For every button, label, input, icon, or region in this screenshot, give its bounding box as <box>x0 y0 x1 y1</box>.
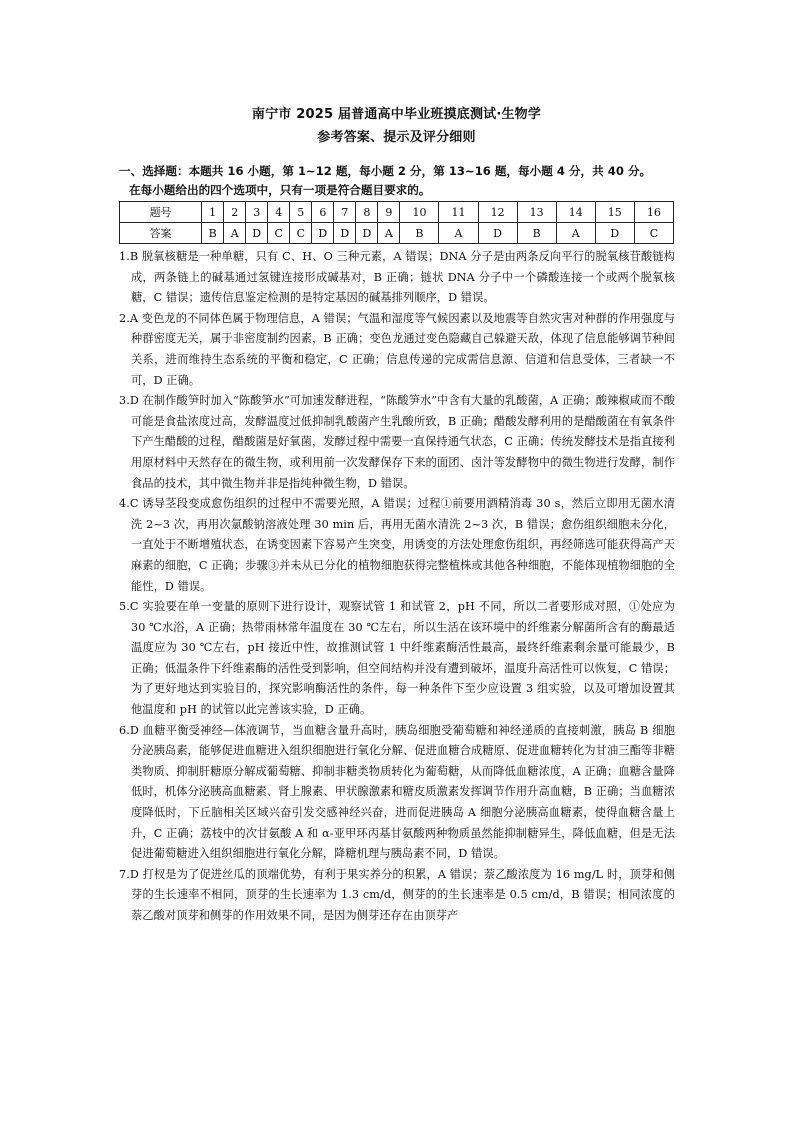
answer-cell: D <box>478 223 517 244</box>
explanation-item: 5.C 实验要在单一变量的原则下进行设计，观察试管 1 和试管 2，pH 不同，所以二者要形成对照，①处应为 30 ℃水浴，A 正确；热带雨林常年温度在 30 ℃左右，所以生活在该环境中的纤维素分解菌所含有的酶最适温度应为 30 ℃左右，pH 接近中性，故推测试管 1 中纤维素酶活性最高，最终纤维素剩余量可能最少，B 正确；低温条件下纤维素酶的活性受到影响，但空间结构并没有遭到破坏，温度升高活性可以恢复，C 错误；为了更好地达到实验目的，探究影响酶活性的条件，每一种条件下至少应设置 3 组实验，以及可增加设置其他温度和 pH 的试管以此完善该实验，D 正确。 <box>119 600 675 717</box>
answer-cell: B <box>400 223 439 244</box>
explanation-item: 6.D 血糖平衡受神经—体液调节，当血糖含量升高时，胰岛细胞受葡萄糖和神经递质的直接刺激，胰岛 B 细胞分泌胰岛素，能够促进血糖进入组织细胞进行氧化分解、促进血糖合成糖原、促进血糖转化为甘油三酯等非糖类物质、抑制肝糖原分解成葡萄糖、抑制非糖类物质转化为葡萄糖，从而降低血糖浓度，A 正确；血糖含量降低时，机体分泌胰高血糖素、肾上腺素、甲状腺激素和糖皮质激素发挥调节作用升高血糖，B 正确；当血糖浓度降低时，下丘脑相关区域兴奋引发交感神经兴奋，进而促进胰岛 A 细胞分泌胰高血糖素，使得血糖含量上升，C 正确；荔枝中的次甘氨酸 A 和 α-亚甲环丙基甘氨酸两种物质虽然能抑制糖异生，降低血糖，但是无法促进葡萄糖进入组织细胞进行氧化分解，降糖机理与胰岛素不同，D 错误。 <box>119 723 675 861</box>
explanation-item: 3.D 在制作酸笋时加入“陈酸笋水”可加速发酵进程，“陈酸笋水”中含有大量的乳酸菌，A 正确；酸辣椒咸而不酸可能是食盐浓度过高，发酵温度过低抑制乳酸菌产生乳酸所致，B 正确；醋酸发酵利用的是醋酸菌在有氧条件下产生醋酸的过程，醋酸菌是好氧菌，发酵过程中需要一直保持通气状态，C 正确；传统发酵技术是指直接利用原材料中天然存在的微生物，或利用前一次发酵保存下来的面团、卤汁等发酵物中的微生物进行发酵，制作食品的技术，其中微生物并非是指纯种微生物，D 错误。 <box>119 394 675 490</box>
question-number-cell: 13 <box>517 202 556 223</box>
question-number-row <box>120 202 674 223</box>
question-number-cell: 5 <box>290 202 312 223</box>
answer-cell: D <box>356 223 378 244</box>
document-subtitle: 参考答案、提示及评分细则 <box>317 130 476 145</box>
explanation-item: 7.D 打杈是为了促进丝瓜的顶端优势，有利于果实养分的积累，A 错误；萘乙酸浓度为 16 mg/L 时，顶芽和侧芽的生长速率不相同，顶芽的生长速率为 1.3 cm/d，侧芽的的生长速率是 0.5 cm/d，B 错误；相同浓度的萘乙酸对顶芽和侧芽的作用效果不同，是因为侧芽还存在由顶芽产 <box>119 867 675 922</box>
explanation-list <box>119 247 675 927</box>
question-number-cell: 10 <box>400 202 439 223</box>
answer-table <box>119 201 674 244</box>
question-number-cell: 11 <box>439 202 478 223</box>
question-number-cell: 1 <box>202 202 224 223</box>
answer-label: 答案 <box>120 223 202 244</box>
answer-cell: B <box>202 223 224 244</box>
question-number-cell: 9 <box>378 202 400 223</box>
section-instruction: 在每小题给出的四个选项中，只有一项是符合题目要求的。 <box>129 183 431 197</box>
answer-cell: D <box>334 223 356 244</box>
question-number-cell: 3 <box>246 202 268 223</box>
question-number-cell: 14 <box>556 202 595 223</box>
document-title: 南宁市 2025 届普通高中毕业班摸底测试·生物学 <box>251 107 542 122</box>
explanation-item: 2.A 变色龙的不同体色属于物理信息，A 错误；气温和湿度等气候因素以及地震等自然灾害对种群的作用强度与种群密度无关，属于非密度制约因素，B 正确；变色龙通过变色隐藏自己躲避天敌，体现了信息能够调节种间关系，进而维持生态系统的平衡和稳定，C 正确；信息传递的完成需信息源、信道和信息受体，三者缺一不可，D 正确。 <box>119 311 675 387</box>
question-number-cell: 4 <box>268 202 290 223</box>
explanation-item: 4.C 诱导茎段变成愈伤组织的过程中不需要光照，A 错误；过程①前要用酒精消毒 30 s，然后立即用无菌水清洗 2~3 次，再用次氯酸钠溶液处理 30 min 后，再用无菌水清洗 2~3 次，B 错误；愈伤组织细胞未分化，一直处于不断增殖状态，在诱变因素下容易产生突变，用诱变的方法处理愈伤组织，再经筛选可能获得高产天麻素的细胞，C 正确；步骤③并未从已分化的植物细胞获得完整植株或其他各种细胞，不能体现植物细胞的全能性，D 错误。 <box>119 497 675 593</box>
answer-cell: B <box>517 223 556 244</box>
question-number-cell: 6 <box>312 202 334 223</box>
answer-cell: D <box>312 223 334 244</box>
question-number-label: 题号 <box>120 202 202 223</box>
explanation-item: 1.B 脱氧核糖是一种单糖，只有 C、H、O 三种元素，A 错误；DNA 分子是由两条反向平行的脱氧核苷酸链构成，两条链上的碱基通过氢键连接形成碱基对，B 正确；链状 DNA 分子中一个磷酸连接一个或两个脱氧核糖，C 错误；遗传信息鉴定检测的是特定基因的碱基排列顺序，D 错误。 <box>119 250 675 305</box>
section-heading <box>119 162 689 200</box>
section-heading-text: 一、选择题：本题共 16 小题，第 1~12 题，每小题 2 分，第 13~16 题，每小题 4 分，共 40 分。 <box>119 164 652 178</box>
answer-cell: A <box>378 223 400 244</box>
question-number-cell: 12 <box>478 202 517 223</box>
question-number-cell: 15 <box>595 202 634 223</box>
question-number-cell: 7 <box>334 202 356 223</box>
answer-cell: A <box>439 223 478 244</box>
answer-cell: A <box>224 223 246 244</box>
question-number-cell: 8 <box>356 202 378 223</box>
question-number-cell: 2 <box>224 202 246 223</box>
answer-cell: C <box>268 223 290 244</box>
answer-cell: C <box>290 223 312 244</box>
answer-cell: C <box>634 223 673 244</box>
question-number-cell: 16 <box>634 202 673 223</box>
answer-row <box>120 223 674 244</box>
answer-cell: D <box>595 223 634 244</box>
answer-cell: D <box>246 223 268 244</box>
answer-cell: A <box>556 223 595 244</box>
